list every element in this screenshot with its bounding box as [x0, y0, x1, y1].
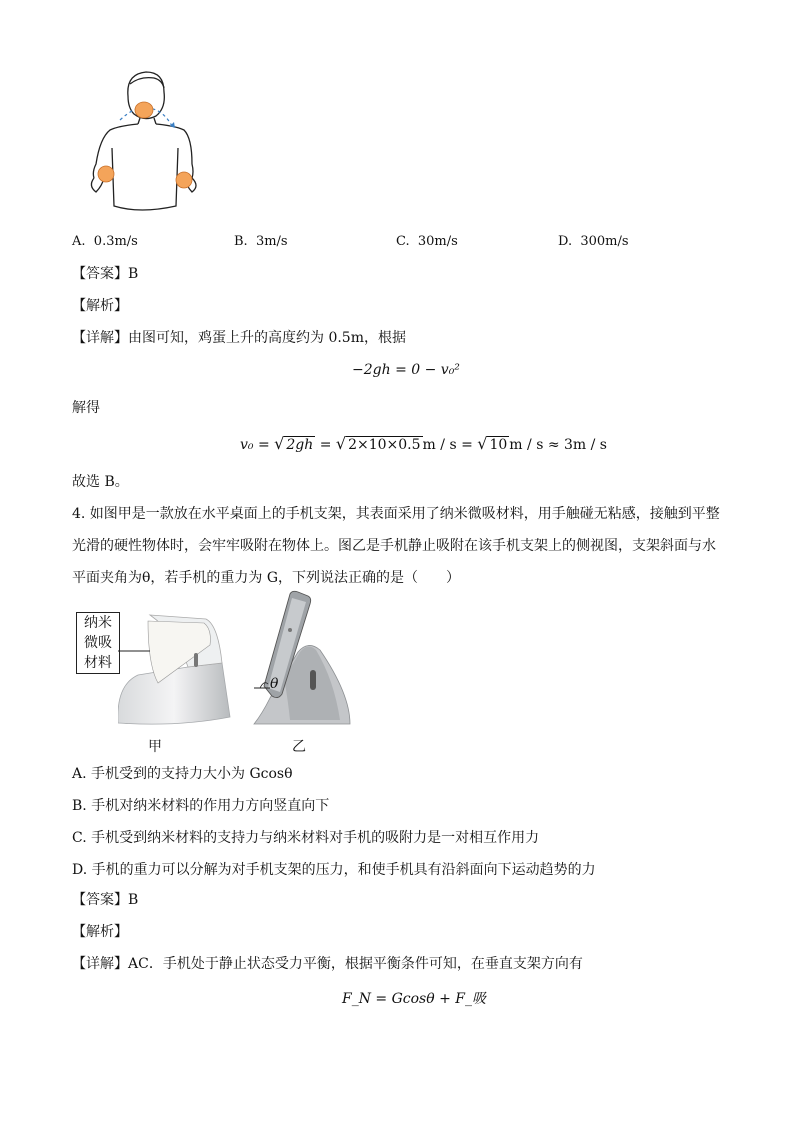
q4-analysis: 【解析】 [72, 924, 128, 940]
juggler-figure [80, 68, 220, 218]
equation-2: v₀ = √ 2gh = √ 2×10×0.5 m / s = √ 10 m / s ≈ 3m / s [240, 434, 607, 453]
q3-detail: 【详解】由图可知，鸡蛋上升的高度约为 0.5m，根据 [72, 330, 406, 346]
q4-option-b: B. 手机对纳米材料的作用力方向竖直向下 [72, 798, 330, 814]
nano-material-label: 纳米 微吸 材料 [76, 612, 120, 674]
q4-option-d: D. 手机的重力可以分解为对手机支架的压力，和使手机具有沿斜面向下运动趋势的力 [72, 862, 596, 878]
equation-3: F_N = Gcosθ + F_吸 [342, 991, 487, 1007]
option-c: C. 30m/s [396, 234, 458, 249]
phone-on-stand-figure [250, 590, 355, 730]
q4-answer: 【答案】B [72, 892, 139, 908]
q3-conclusion: 故选 B。 [72, 474, 129, 490]
q4-option-c: C. 手机受到纳米材料的支持力与纳米材料对手机的吸附力是一对相互作用力 [72, 830, 540, 846]
q4-stem-line-2: 光滑的硬性物体时，会牢牢吸附在物体上。图乙是手机静止吸附在该手机支架上的侧视图，支架斜面与水 [72, 538, 716, 554]
q4-detail: 【详解】AC．手机处于静止状态受力平衡，根据平衡条件可知，在垂直支架方向有 [72, 956, 583, 972]
phone-stand-figure [118, 605, 238, 725]
caption-yi: 乙 [292, 739, 306, 755]
q3-analysis: 【解析】 [72, 298, 128, 314]
theta-label: θ [270, 676, 279, 692]
option-a: A. 0.3m/s [72, 234, 138, 249]
q4-stem-line-3: 平面夹角为θ，若手机的重力为 G，下列说法正确的是（ ） [72, 570, 461, 586]
q4-option-a: A. 手机受到的支持力大小为 Gcosθ [72, 766, 293, 782]
equation-1: −2gh = 0 − v₀² [352, 362, 460, 378]
option-b: B. 3m/s [234, 234, 288, 249]
option-d: D. 300m/s [558, 234, 629, 249]
caption-jia: 甲 [148, 739, 162, 755]
q4-stem-line-1: 4. 如图甲是一款放在水平桌面上的手机支架，其表面采用了纳米微吸材料，用手触碰无粘感，接触到平整 [72, 506, 720, 522]
q3-solve: 解得 [72, 400, 100, 416]
q3-answer: 【答案】B [72, 266, 139, 282]
